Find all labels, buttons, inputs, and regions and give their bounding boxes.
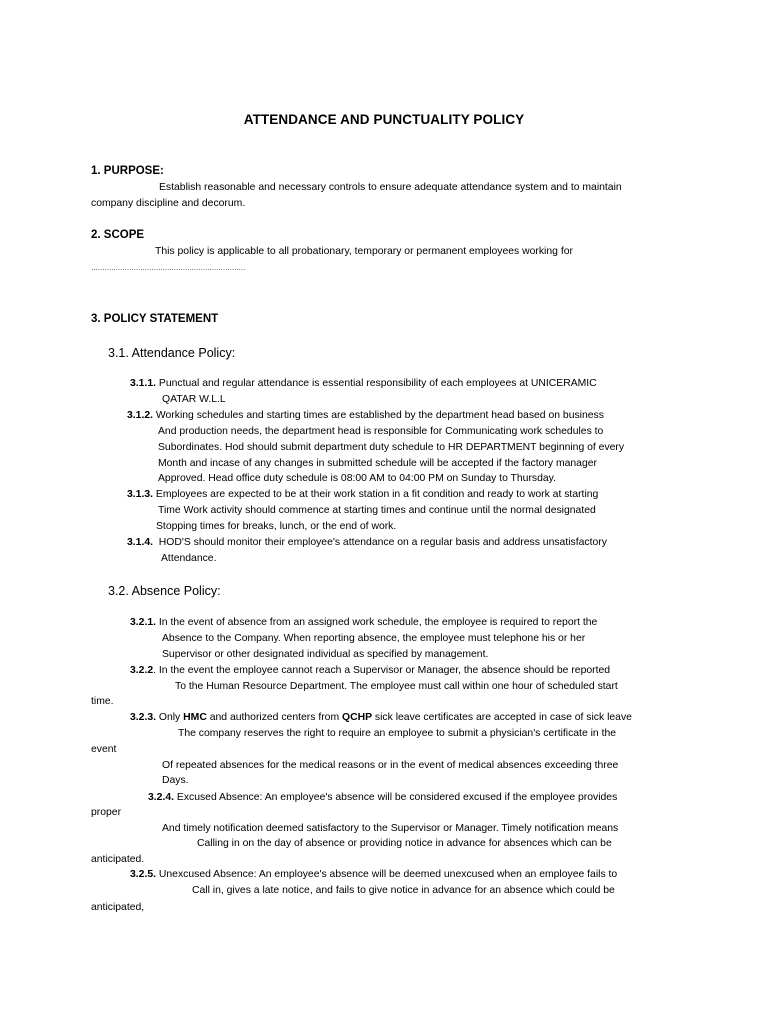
item-text: Unexcused Absence: An employee's absence will be deemed unexcused when an employee fails to xyxy=(158,869,618,880)
item-3-2-5-line-2: Call in, gives a late notice, and fails to give notice in advance for an absence which could be xyxy=(192,885,615,896)
item-text: . In the event the employee cannot reach a Supervisor or Manager, the absence should be reported xyxy=(153,665,611,676)
item-3-2-3-line-3: event xyxy=(91,744,117,755)
item-text-mid: and authorized centers from xyxy=(209,712,340,723)
item-number: 3.1.4. xyxy=(127,537,153,548)
item-3-2-5 xyxy=(130,868,617,882)
scope-line-1: This policy is applicable to all probationary, temporary or permanent employees working for xyxy=(155,246,573,257)
hmc-bold: HMC xyxy=(183,712,207,723)
item-text-pre: Only xyxy=(158,712,181,723)
item-number: 3.2.4. xyxy=(148,792,174,803)
item-3-2-3 xyxy=(130,711,632,725)
item-3-1-2-line-5: Approved. Head office duty schedule is 08:00 AM to 04:00 PM on Sunday to Thursday. xyxy=(158,473,556,484)
policy-statement-heading: 3. POLICY STATEMENT xyxy=(91,313,219,325)
item-3-2-1-line-2: Absence to the Company. When reporting absence, the employee must telephone his or her xyxy=(162,633,586,644)
document-title: ATTENDANCE AND PUNCTUALITY POLICY xyxy=(243,112,525,127)
item-3-2-2-line-2: To the Human Resource Department. The employee must call within one hour of scheduled start xyxy=(175,681,618,692)
scope-heading: 2. SCOPE xyxy=(91,229,145,241)
item-3-1-4-line-2: Attendance. xyxy=(161,553,217,564)
item-3-2-5-line-3: anticipated, xyxy=(91,902,145,913)
scope-blank-line: …………………………………………………………… xyxy=(91,265,246,272)
item-3-1-2 xyxy=(127,409,604,423)
item-3-2-2-line-3: time. xyxy=(91,696,114,707)
item-3-1-2-line-2: And production needs, the department head is responsible for Communicating work schedules to xyxy=(158,426,604,437)
item-3-1-2-line-4: Month and incase of any changes in submitted schedule will be accepted if the factory manager xyxy=(158,458,597,469)
item-number: 3.1.2. xyxy=(127,410,153,421)
item-3-2-1 xyxy=(130,616,597,630)
item-text: Excused Absence: An employee's absence will be considered excused if the employee provides xyxy=(176,792,618,803)
absence-policy-heading: 3.2. Absence Policy: xyxy=(108,584,221,598)
purpose-line-1: Establish reasonable and necessary controls to ensure adequate attendance system and to maintain xyxy=(159,182,622,193)
item-text: In the event of absence from an assigned work schedule, the employee is required to report the xyxy=(158,617,598,628)
item-number: 3.2.2 xyxy=(130,665,154,676)
item-text-post: sick leave certificates are accepted in case of sick leave xyxy=(374,712,632,723)
item-3-1-3-line-3: Stopping times for breaks, lunch, or the end of work. xyxy=(156,521,397,532)
item-3-2-4-line-3: And timely notification deemed satisfactory to the Supervisor or Manager. Timely notification means xyxy=(162,823,619,834)
item-number: 3.2.3. xyxy=(130,712,156,723)
item-number: 3.1.1. xyxy=(130,378,156,389)
item-3-2-3-line-5: Days. xyxy=(162,775,189,786)
item-3-2-4 xyxy=(148,791,617,805)
item-3-2-3-line-2: The company reserves the right to require an employee to submit a physician's certificate in the xyxy=(178,728,617,739)
item-3-2-4-line-4: Calling in on the day of absence or providing notice in advance for absences which can be xyxy=(197,838,612,849)
item-number: 3.2.1. xyxy=(130,617,156,628)
item-text: Working schedules and starting times are established by the department head based on business xyxy=(155,410,604,421)
item-3-1-4 xyxy=(127,536,607,550)
attendance-policy-heading: 3.1. Attendance Policy: xyxy=(108,346,236,360)
item-number: 3.1.3. xyxy=(127,489,153,500)
item-3-2-1-line-3: Supervisor or other designated individual as specified by management. xyxy=(162,649,489,660)
item-text: HOD'S should monitor their employee's attendance on a regular basis and address unsatisfactory xyxy=(158,537,607,548)
item-number: 3.2.5. xyxy=(130,869,156,880)
purpose-line-2: company discipline and decorum. xyxy=(91,198,246,209)
item-text: Punctual and regular attendance is essential responsibility of each employees at UNICERAMIC xyxy=(158,378,597,389)
item-3-2-3-line-4: Of repeated absences for the medical reasons or in the event of medical absences exceeding three xyxy=(162,760,619,771)
qchp-bold: QCHP xyxy=(342,712,373,723)
item-3-1-3-line-2: Time Work activity should commence at starting times and continue until the normal designated xyxy=(158,505,596,516)
item-3-1-3 xyxy=(127,488,598,502)
item-3-1-2-line-3: Subordinates. Hod should submit department duty schedule to HR DEPARTMENT beginning of every xyxy=(158,442,625,453)
item-3-2-2 xyxy=(130,664,610,678)
item-3-1-1 xyxy=(130,377,597,391)
item-3-1-1-line-2: QATAR W.L.L xyxy=(162,394,226,405)
purpose-heading: 1. PURPOSE: xyxy=(91,165,164,177)
item-3-2-4-line-2: proper xyxy=(91,807,122,818)
item-text: Employees are expected to be at their work station in a fit condition and ready to work at starting xyxy=(155,489,599,500)
item-3-2-4-line-5: anticipated. xyxy=(91,854,145,865)
